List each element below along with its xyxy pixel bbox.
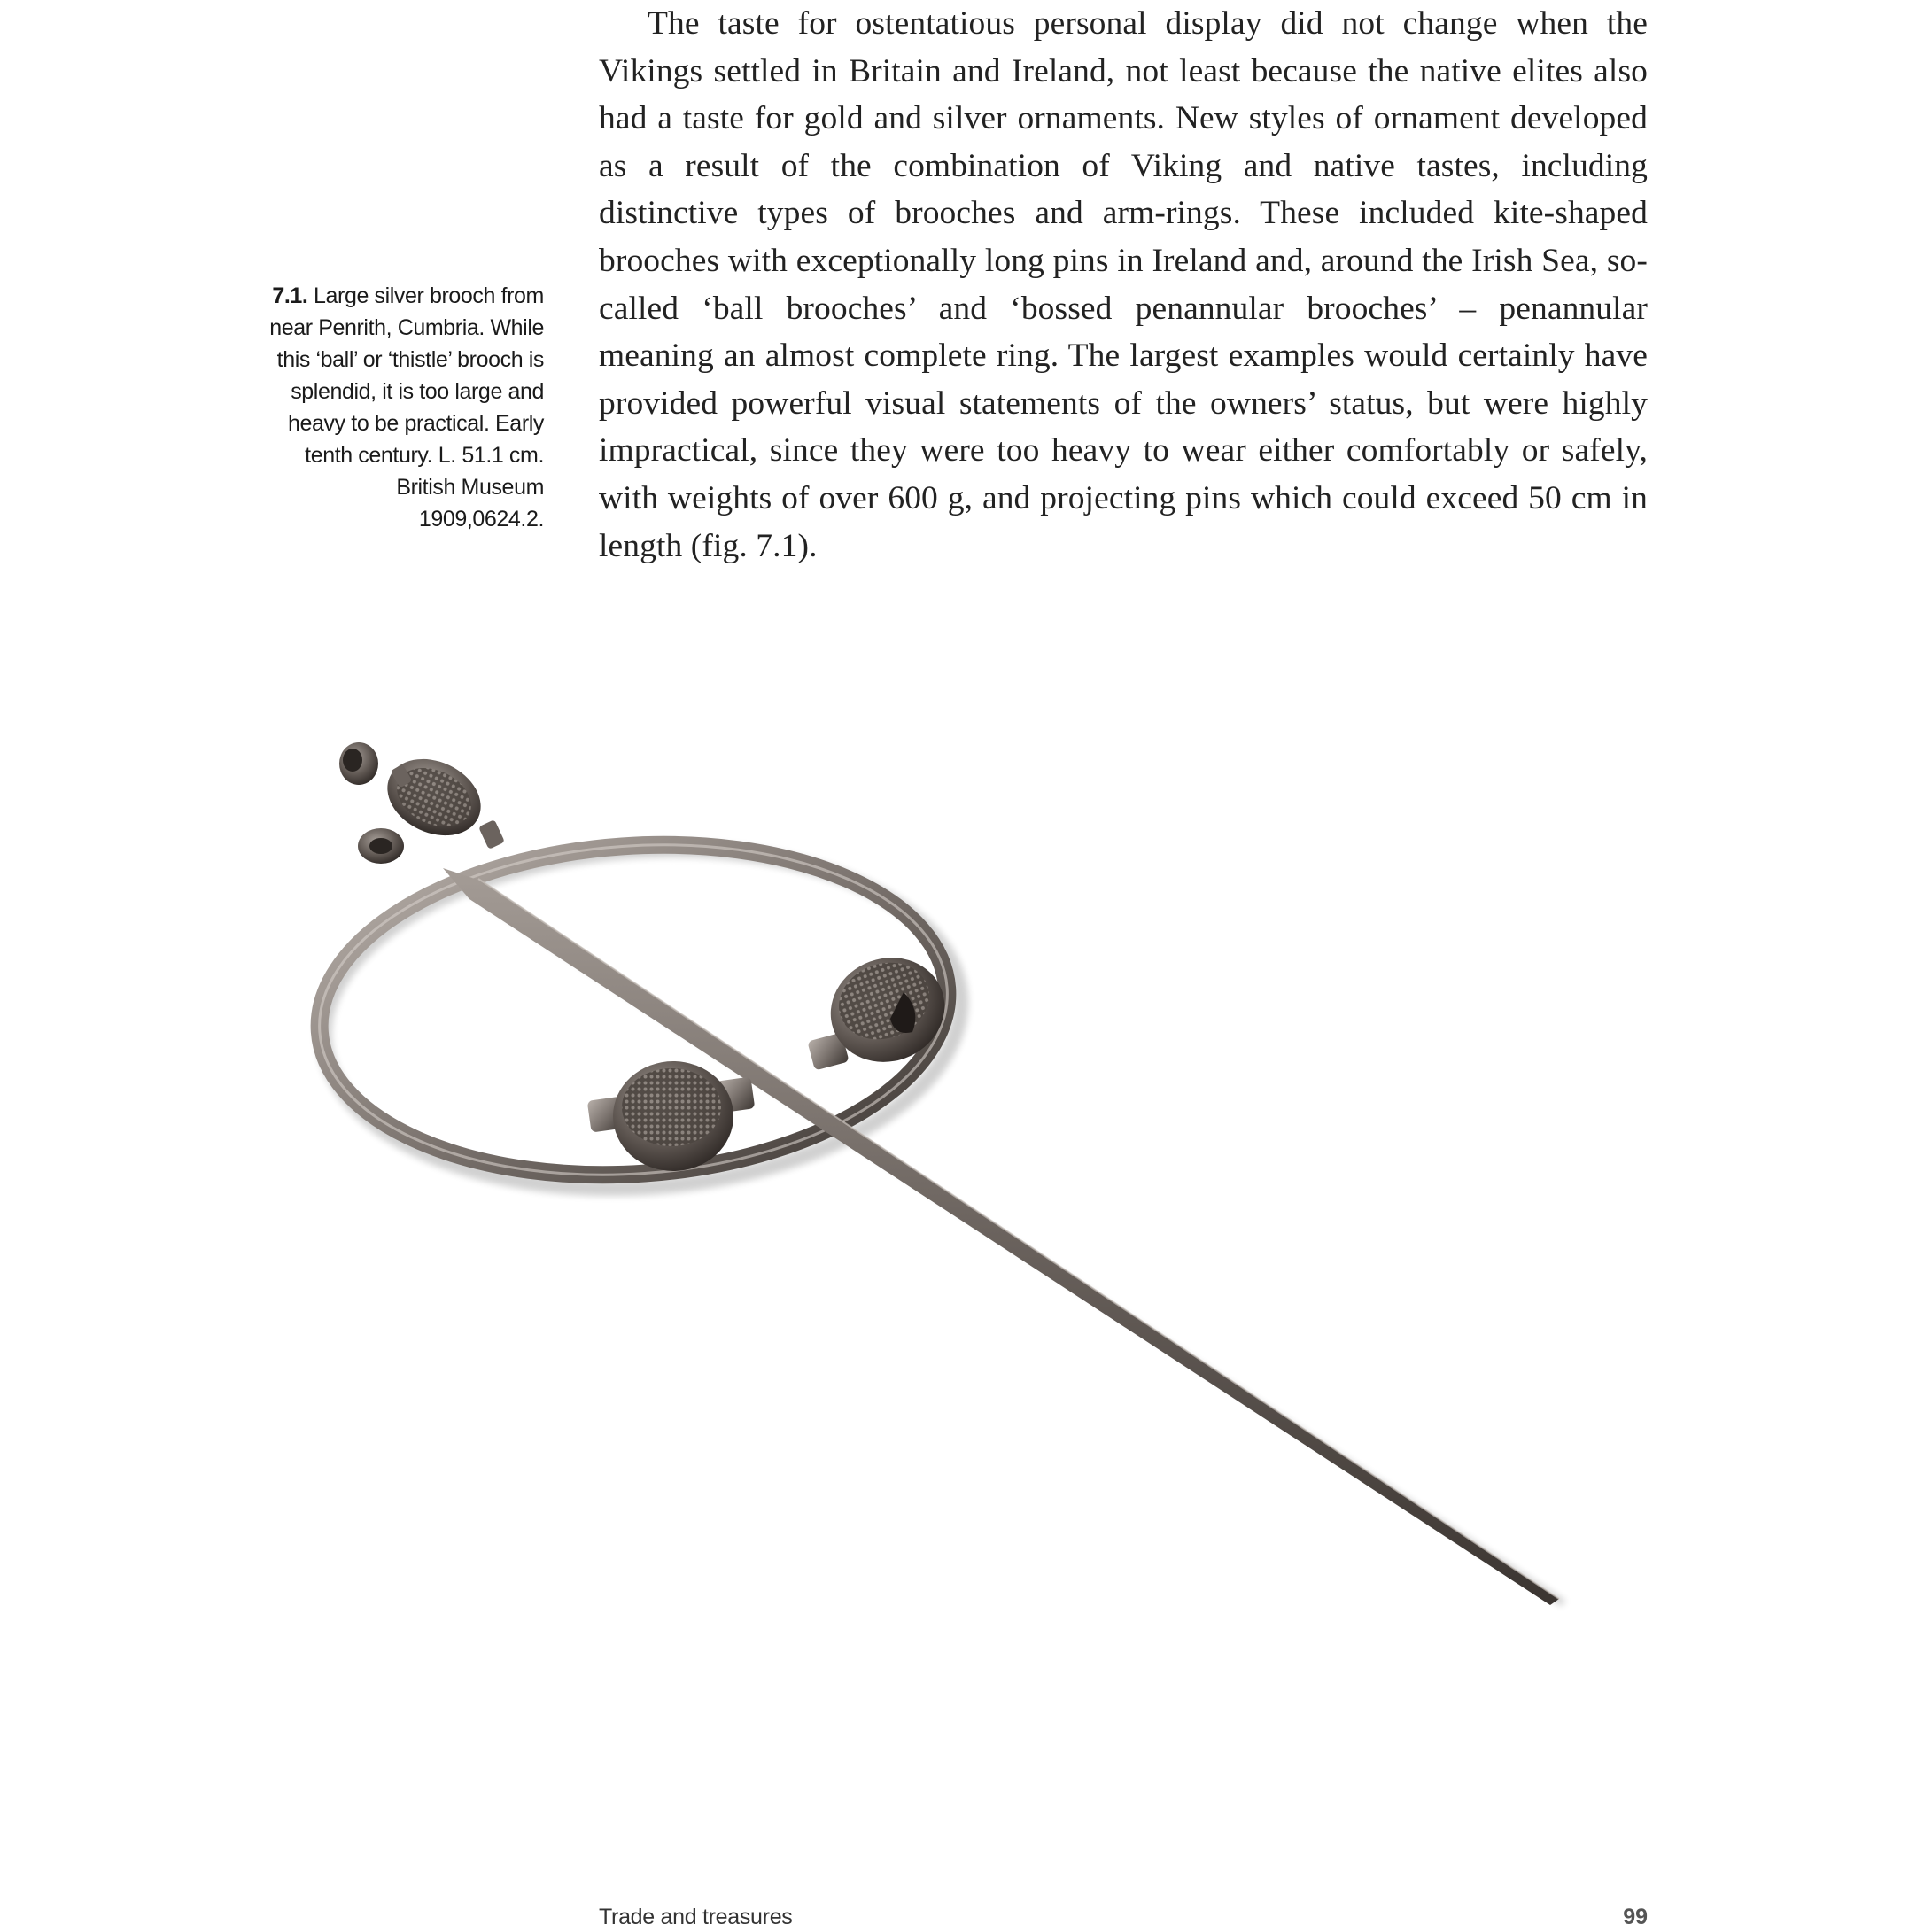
- pin-head-ball: [339, 742, 505, 864]
- body-text: [599, 0, 1648, 570]
- running-footer-title: Trade and treasures: [599, 1905, 793, 1929]
- figure-caption: [266, 280, 544, 535]
- page-number: 99: [1623, 1905, 1648, 1929]
- brooch-photo: [301, 726, 1577, 1630]
- brooch-pin: [443, 868, 1559, 1605]
- body-paragraph: The taste for ostentatious personal display did not change when the Vikings settled in Britain and Ireland, not least because the native elites also had a taste for gold and silver ornaments. New styles of ornament developed as a result of the combination of Viking and native tastes, including distinctive types of brooches and arm-rings. These included kite-shaped brooches with exceptionally long pins in Ireland and, around the Irish Sea, so-called ‘ball brooches’ and ‘bossed penannular brooches’ – penannular meaning an almost complete ring. The largest examples would certainly have provided powerful visual statements of the owners’ status, but were highly impractical, since they were too heavy to wear either comfortably or safely, with weights of over 600 g, and projecting pins which could exceed 50 cm in length (fig. 7.1).: [599, 5, 1648, 564]
- figure-number: 7.1.: [272, 283, 308, 308]
- caption-text: Large silver brooch from near Penrith, Cumbria. While this ‘ball’ or ‘thistle’ brooch is splendid, it is too large and heavy to be practical. Early tenth century. L. 51.1 cm. British Museum 1909,0624.2.: [269, 283, 544, 531]
